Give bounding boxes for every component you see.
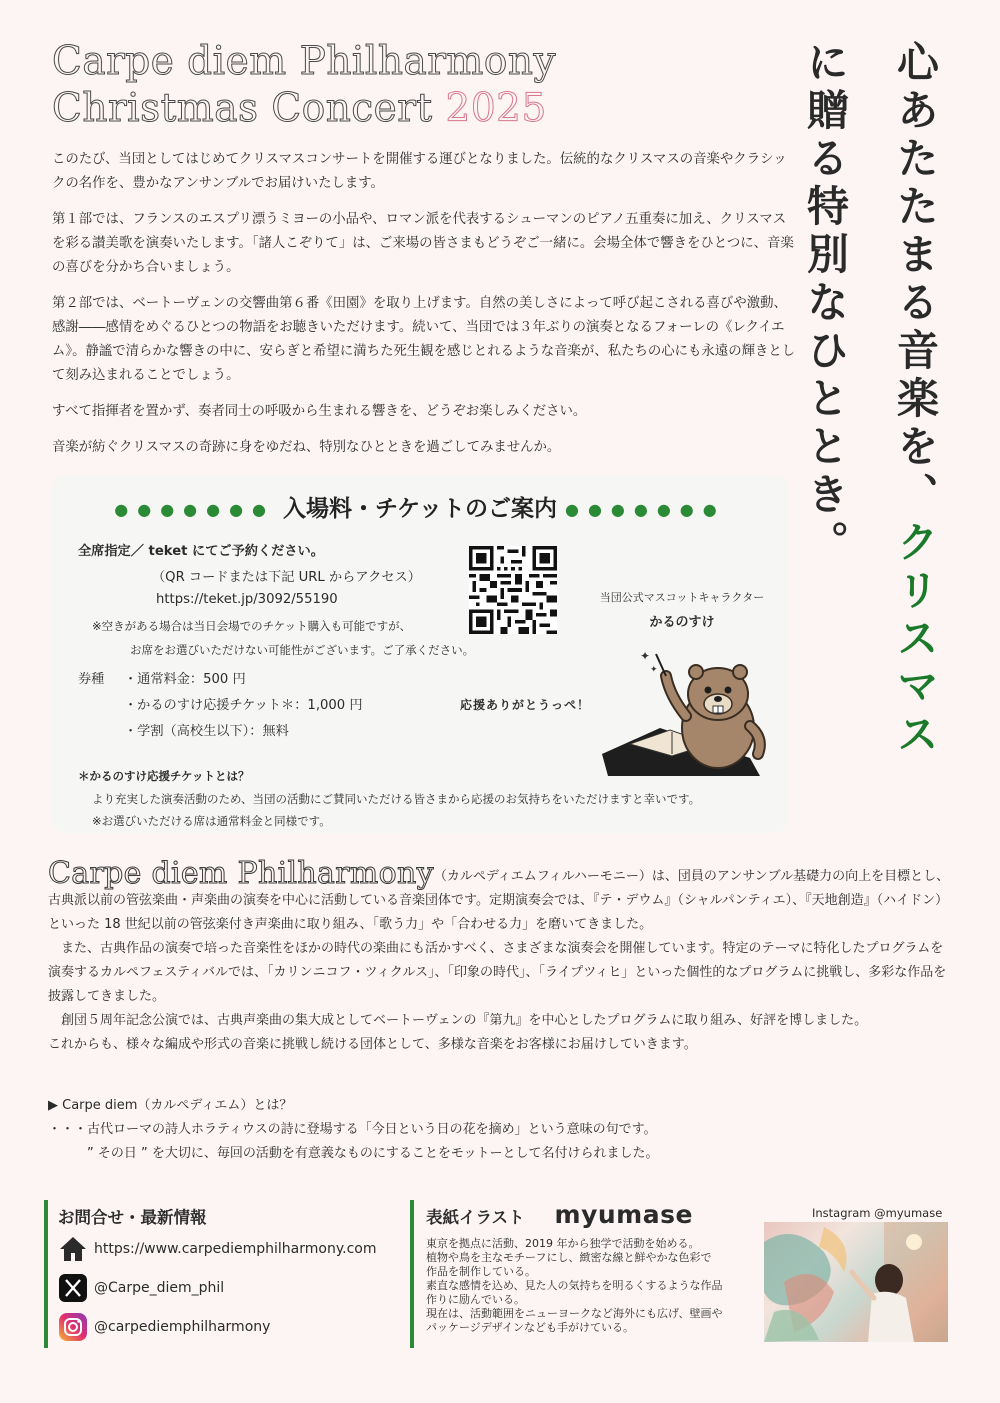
bio-line: 植物や鳥を主なモチーフにし、緻密な線と鮮やかな色彩で: [426, 1251, 712, 1264]
title-concert: Christmas Concert: [52, 86, 433, 131]
ticket-info-box: [52, 476, 788, 833]
artist-name: myumase: [554, 1200, 693, 1229]
illustration-credit: [410, 1200, 755, 1348]
about-paragraph-3: 創団５周年記念公演では、古典声楽曲の集大成としてベートーヴェンの『第九』を中心としたプログラムに取り組み、好評を博しました。: [48, 1013, 868, 1028]
carpe-answer-2: ” その日 ” を大切に、毎回の活動を有意義なものにすることをモットーとして名付けられました。: [48, 1146, 659, 1161]
home-icon: [58, 1234, 88, 1264]
instagram-link[interactable]: @carpediemphilharmony: [94, 1318, 271, 1335]
website-row[interactable]: [58, 1230, 389, 1267]
ticket-url-link[interactable]: https://teket.jp/3092/55190: [156, 592, 338, 607]
intro-text: [52, 148, 797, 472]
intro-paragraph: 音楽が紡ぐクリスマスの奇跡に身をゆだね、特別なひとときを過ごしてみませんか。: [52, 440, 561, 455]
ticket-type-label: 券種: [78, 672, 105, 687]
artist-instagram[interactable]: Instagram @myumase: [812, 1206, 943, 1220]
price-student: ・学割（高校生以下）：無料: [124, 724, 289, 739]
title-year: 2025: [445, 86, 547, 131]
vertical-headline: [780, 40, 960, 800]
website-link[interactable]: https://www.carpediemphilharmony.com: [94, 1240, 377, 1257]
bio-line: 作りに励んでいる。: [426, 1293, 525, 1306]
instagram-icon: [58, 1312, 88, 1342]
headline-christmas: クリスマス: [891, 520, 940, 760]
x-row[interactable]: [58, 1269, 389, 1306]
ticket-heading: [52, 490, 788, 523]
note-2: お席をお選びいただけない可能性がございます。ご了承ください。: [130, 643, 475, 657]
carpe-answer-1: ・・・古代ローマの詩人ホラティウスの詩に登場する「今日という日の花を摘め」という意味の句です。: [48, 1122, 657, 1137]
intro-paragraph: 第１部では、フランスのエスプリ漂うミヨーの小品や、ロマン派を代表するシューマンのピアノ五重奏に加え、クリスマスを彩る讃美歌を演奏いたします。「諸人こぞりて」は、ご来場の皆さまもどうぞご一緒に。会場全体で響きをひとつに、音楽の喜びを分かち合いましょう。: [52, 212, 794, 275]
title-line-1: Carpe diem Philharmony: [52, 39, 557, 84]
bio-line: 作品を制作している。: [426, 1265, 536, 1278]
about-section: [48, 856, 953, 1057]
x-link[interactable]: @Carpe_diem_phil: [94, 1279, 225, 1296]
about-paragraph-1: [48, 856, 953, 937]
carpe-diem-explanation: [48, 1094, 953, 1166]
intro-paragraph: 第２部では、ベートーヴェンの交響曲第６番《田園》を取り上げます。自然の美しさによって呼び起こされる喜びや激動、感謝――感情をめぐるひとつの物語をお聴きいただけます。続いて、当団では３年ぶりの演奏となるフォーレの《レクイエム》。静謐で清らかな響きの中に、安らぎと希望に満ちた死生観を感じとれるような音楽が、私たちの心にも永遠の輝きとして刻み込まれることでしょう。: [52, 296, 796, 383]
instagram-row[interactable]: [58, 1308, 389, 1345]
illustration-head: [426, 1200, 755, 1229]
title-line-2: [52, 85, 556, 132]
dots-right: ●●●●●●●: [564, 500, 726, 519]
about-paragraph-4: これからも、様々な編成や形式の音楽に挑戦し続ける団体として、多様な音楽をお客様にお届けしていきます。: [48, 1037, 697, 1052]
support-text-1: より充実した演奏活動のため、当団の活動にご賛同いただける皆さまから応援のお気持ちをいただけますと幸いです。: [92, 792, 701, 806]
bio-line: 現在は、活動範囲をニューヨークなど海外にも広げ、壁画や: [426, 1307, 723, 1320]
bio-line: 東京を拠点に活動、2019 年から独学で活動を始める。: [426, 1237, 700, 1250]
qr-code[interactable]: [469, 546, 557, 634]
support-title: ＊かるのすけ応援チケットとは？: [78, 769, 250, 783]
mascot-speech: 応援ありがとうっぺ！: [460, 698, 591, 712]
artist-photo-illustration: [764, 1222, 948, 1342]
artist-photo: [764, 1222, 948, 1342]
support-text-2: ※お選びいただける席は通常料金と同様です。: [92, 814, 331, 828]
access-text: （QR コードまたは下記 URL からアクセス）: [152, 570, 421, 585]
intro-paragraph: すべて指揮者を置かず、奏者同士の呼吸から生まれる響きを、どうぞお楽しみください。: [52, 404, 587, 419]
carpe-question: ▶ Carpe diem（カルペディエム）とは？: [48, 1098, 293, 1113]
bio-line: パッケージデザインなども手がけている。: [426, 1321, 635, 1334]
contact-section: [44, 1200, 389, 1348]
about-org-name: Carpe diem Philharmony: [48, 856, 434, 891]
contact-title: お問合せ・最新情報: [58, 1208, 207, 1227]
intro-paragraph: このたび、当団としてはじめてクリスマスコンサートを開催する運びとなりました。伝統的なクリスマスの音楽やクラシックの名作を、豊かなアンサンブルでお届けいたします。: [52, 152, 787, 191]
concert-title: [52, 38, 556, 132]
dots-left: ●●●●●●●: [114, 500, 276, 519]
svg-text:✦: ✦: [640, 649, 651, 663]
price-regular: ・通常料金：500 円: [124, 672, 246, 687]
svg-text:✦: ✦: [650, 665, 658, 675]
about-paragraph-2: また、古典作品の演奏で培った音楽性をほかの時代の楽曲にも活かすべく、さまざまな演奏会を開催しています。特定のテーマに特化したプログラムを演奏するカルペフェスティバルでは、「カリンニコフ・ツィクルス」、「印象の時代」、「ライプツィヒ」といった個性的なプログラムに挑戦し、多彩な作品を披露してきました。: [48, 941, 947, 1004]
bio-line: 素直な感情を込め、見た人の気持ちを明るくするような作品: [426, 1279, 723, 1292]
mascot-label: 当団公式マスコットキャラクター: [599, 591, 765, 604]
x-logo-icon: [58, 1273, 88, 1303]
about-text-first: （カルペディエムフィルハーモニー）は、団員のアンサンブル基礎力の向上を目標とし、古典派以前の管弦楽曲・声楽曲の演奏を中心に活動している音楽団体です。定期演奏会では、『テ・デウム』（シャルパンティエ）、『天地創造』（ハイドン）といった 18 世紀以前の管弦楽付き声楽曲に取り組み、「歌う力」や「合わせる力」を磨いてきました。: [48, 869, 950, 932]
beaver-mascot-icon: [600, 646, 780, 776]
headline-part-3: に贈る特別なひととき。: [801, 40, 850, 568]
ticket-heading-text: 入場料・チケットのご案内: [283, 496, 557, 522]
price-support: ・かるのすけ応援チケット＊：1,000 円: [124, 698, 363, 713]
illustration-title: 表紙イラスト: [426, 1208, 525, 1227]
note-1: ※空きがある場合は当日会場でのチケット購入も可能ですが、: [92, 619, 412, 633]
mascot-name: かるのすけ: [649, 615, 715, 630]
artist-bio: [426, 1237, 755, 1335]
reserve-text: 全席指定／ teket にてご予約ください。: [78, 544, 324, 559]
headline-part-1: 心あたたまる音楽を、: [891, 40, 940, 520]
